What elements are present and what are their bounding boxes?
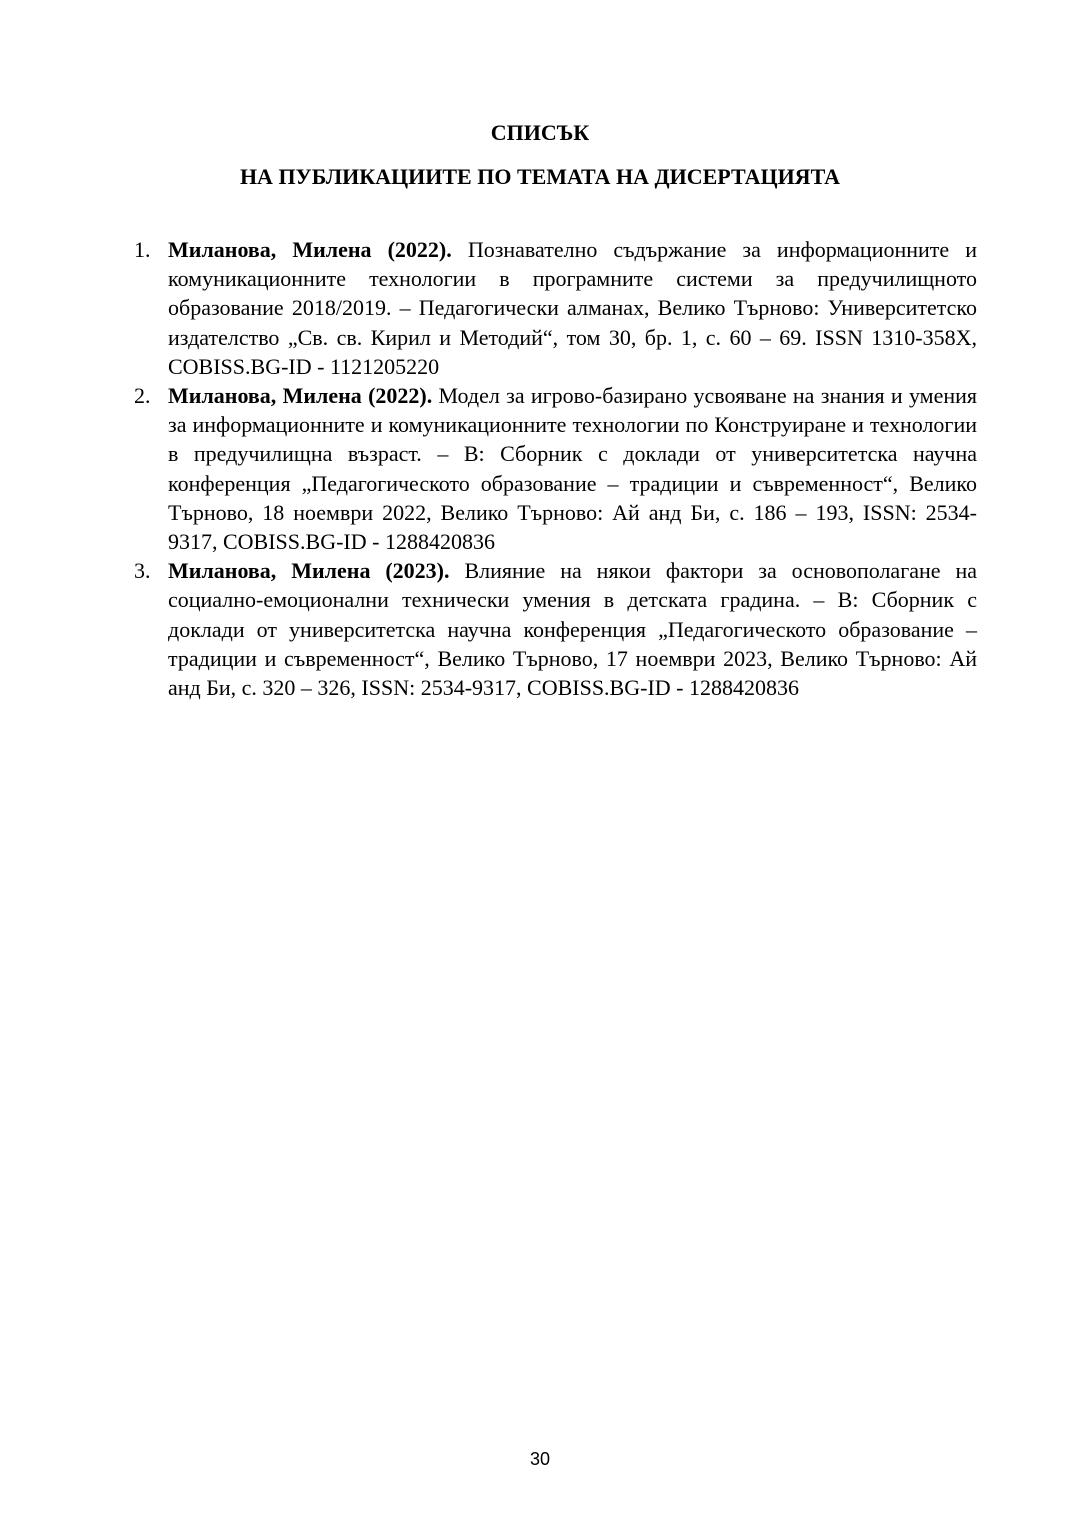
page-number: 30	[529, 1449, 551, 1469]
publication-number: 1.	[134, 237, 151, 262]
publication-text: Модел за игрово-базирано усвояване на знания и умения за информационните и комуникационните технологии по Конструиране и технологии в предучилищна възраст. – В: Сборник с доклади от университетска научна конференция „Педагогическото образование – традиции и съвременност“, Велико Търново, 18 ноември 2022, Велико Търново: Ай анд Би, с. 186 – 193, ISSN: 2534-9317, COBISS.BG-ID - 1288420836	[168, 383, 978, 555]
publication-text: Познавателно съдържание за информационните и комуникационните технологии в програмните системи за предучилищното образование 2018/2019. – Педагогически алманах, Велико Търново: Университетско издателство „Св. св. Кирил и Методий“, том 30, бр. 1, с. 60 – 69. ISSN 1310-358X, COBISS.BG-ID - 1121205220	[168, 237, 977, 379]
publication-item-1	[134, 235, 977, 381]
publication-author: Миланова, Милена (2022).	[168, 383, 433, 409]
publication-text: Влияние на някои фактори за основополагане на социално-емоционални технически умения в детската градина. – В: Сборник с доклади от университетска научна конференция „Педагогическото образование – традиции и съвременност“, Велико Търново, 17 ноември 2023, Велико Търново: Ай анд Би, с. 320 – 326, ISSN: 2534-9317, COBISS.BG-ID - 1288420836	[168, 558, 977, 701]
publication-item-3	[134, 556, 977, 702]
publication-number: 3.	[134, 558, 151, 584]
publication-author: Миланова, Милена (2023).	[168, 558, 450, 584]
document-subtitle: НА ПУБЛИКАЦИИТЕ ПО ТЕМАТА НА ДИСЕРТАЦИЯТА	[239, 164, 841, 189]
publication-number: 2.	[134, 383, 151, 409]
document-title: СПИСЪК	[490, 120, 590, 145]
publications-list	[134, 235, 978, 702]
publication-item-2	[134, 381, 978, 556]
publication-author: Миланова, Милена (2022).	[168, 237, 452, 262]
